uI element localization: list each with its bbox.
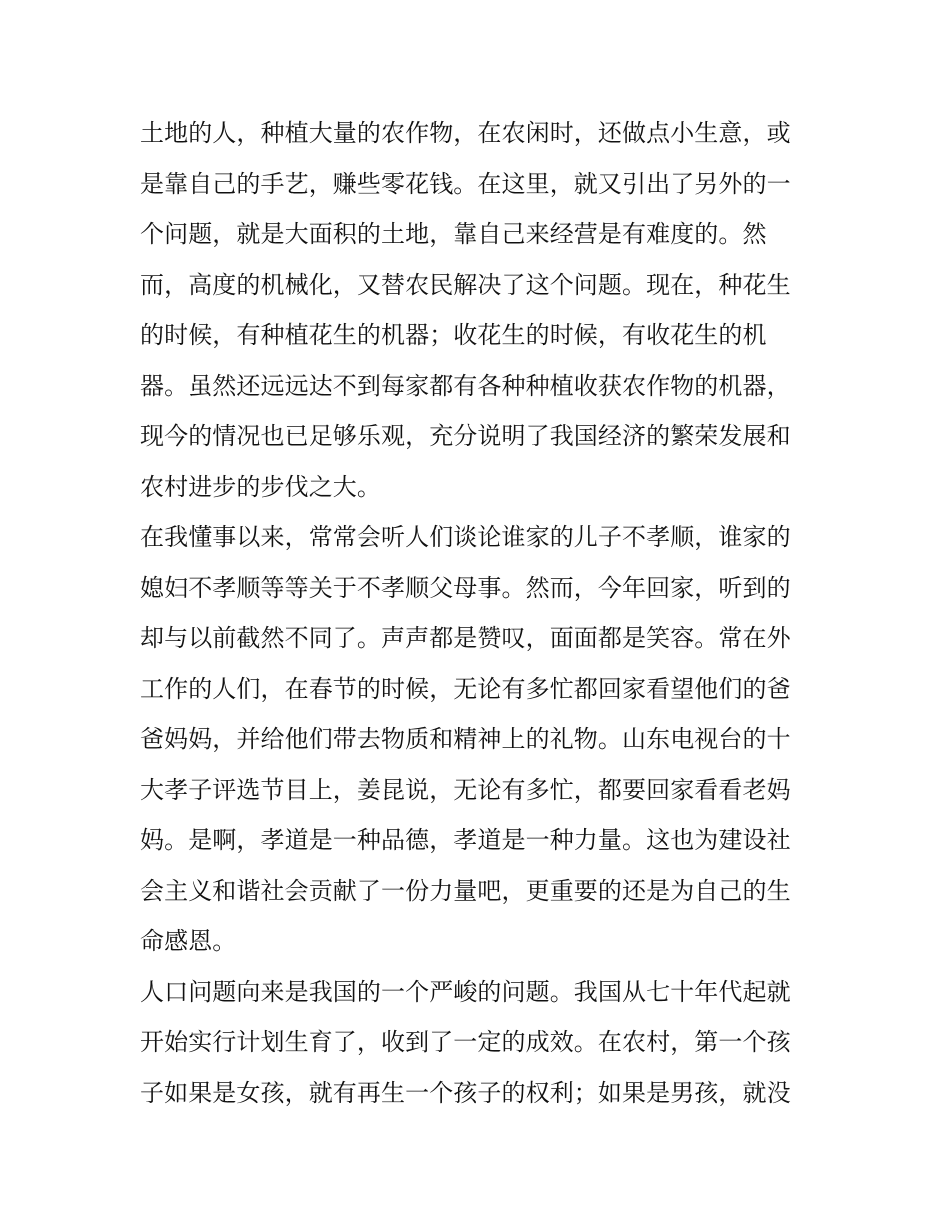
- text-line: 却与以前截然不同了。声声都是赞叹，面面都是笑容。常在外: [140, 624, 791, 652]
- text-line: 开始实行计划生育了，收到了一定的成效。在农村，第一个孩: [140, 1028, 791, 1056]
- text-line: 会主义和谐社会贡献了一份力量吧，更重要的还是为自己的生: [140, 876, 791, 905]
- text-line: 而，高度的机械化，又替农民解决了这个问题。现在，种花生: [140, 270, 791, 299]
- text-line: 是靠自己的手艺，赚些零花钱。在这里，就又引出了另外的一: [140, 169, 791, 198]
- text-line: 人口问题向来是我国的一个严峻的问题。我国从七十年代起就: [140, 977, 791, 1006]
- text-line: 子如果是女孩，就有再生一个孩子的权利；如果是男孩，就没: [140, 1078, 791, 1107]
- text-line: 个问题，就是大面积的土地，靠自己来经营是有难度的。然: [140, 220, 767, 248]
- text-line: 媳妇不孝顺等等关于不孝顺父母事。然而，今年回家，听到的: [140, 573, 791, 602]
- text-line: 命感恩。: [140, 927, 237, 955]
- text-line: 的时候，有种植花生的机器；收花生的时候，有收花生的机: [140, 321, 767, 349]
- text-line: 土地的人，种植大量的农作物，在农闲时，还做点小生意，或: [140, 119, 791, 147]
- text-line: 器。虽然还远远达不到每家都有各种种植收获农作物的机器，: [140, 371, 791, 400]
- text-line: 爸妈妈，并给他们带去物质和精神上的礼物。山东电视台的十: [140, 725, 791, 753]
- text-line: 农村进步的步伐之大。: [140, 472, 381, 501]
- text-line: 大孝子评选节目上，姜昆说，无论有多忙，都要回家看看老妈: [140, 775, 791, 804]
- document-body: [140, 108, 820, 1118]
- text-line: 妈。是啊，孝道是一种品德，孝道是一种力量。这也为建设社: [140, 826, 791, 854]
- text-line: 工作的人们，在春节的时候，无论有多忙都回家看望他们的爸: [140, 674, 791, 703]
- text-line: 在我懂事以来，常常会听人们谈论谁家的儿子不孝顺，谁家的: [140, 523, 791, 551]
- text-line: 现今的情况也已足够乐观，充分说明了我国经济的繁荣发展和: [140, 422, 791, 450]
